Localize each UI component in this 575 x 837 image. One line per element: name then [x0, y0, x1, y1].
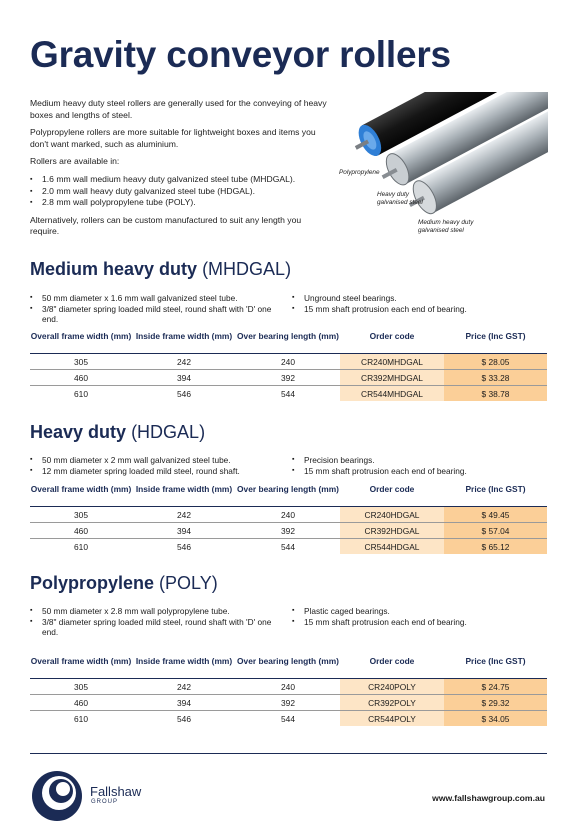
cell-width: 305 [30, 354, 132, 370]
cell-bearing: 240 [236, 507, 340, 523]
table-row [30, 507, 547, 523]
feature-item: ▪ Precision bearings. [292, 455, 552, 466]
table-row [30, 711, 547, 727]
features-left [30, 606, 280, 638]
features-heavy-duty [30, 455, 550, 477]
cell-order-code: CR392MHDGAL [340, 370, 444, 386]
cell-bearing: 392 [236, 523, 340, 539]
cell-price: $ 28.05 [444, 354, 547, 370]
cell-order-code: CR240MHDGAL [340, 354, 444, 370]
feature-item: ▪ 15 mm shaft protrusion each end of bearing. [292, 304, 552, 315]
header-inside-width: Inside frame width (mm) [135, 656, 233, 666]
feature-item: ▪ 50 mm diameter x 1.6 mm wall galvanized steel tube. [30, 293, 280, 304]
features-left [30, 455, 280, 476]
section-code: (MHDGAL) [202, 259, 292, 279]
header-bearing-length: Over bearing length (mm) [237, 656, 339, 666]
cell-width: 610 [30, 539, 132, 555]
header-overall-width: Overall frame width (mm) [30, 331, 132, 341]
cell-price: $ 29.32 [444, 695, 547, 711]
cell-width: 460 [30, 370, 132, 386]
header-price: Price (Inc GST) [465, 331, 526, 341]
caption-polypropylene: Polypropylene [339, 169, 380, 176]
header-order-code: Order code [369, 656, 415, 666]
section-title-medium-heavy-duty [30, 259, 291, 280]
table-header [30, 331, 547, 354]
cell-order-code: CR392POLY [340, 695, 444, 711]
cell-order-code: CR240POLY [340, 679, 444, 695]
section-code: (POLY) [159, 573, 218, 593]
features-medium-heavy-duty [30, 293, 550, 323]
fallshaw-logo-icon [30, 768, 85, 823]
cell-inside: 394 [132, 370, 236, 386]
intro-bullet: ▪ 1.6 mm wall medium heavy duty galvanized steel tube (MHDGAL). [30, 174, 330, 186]
header-bearing-length: Over bearing length (mm) [237, 331, 339, 341]
cell-width: 305 [30, 507, 132, 523]
feature-item: ▪ 3/8" diameter spring loaded mild steel, round shaft with 'D' one end. [30, 304, 280, 325]
cell-inside: 394 [132, 695, 236, 711]
cell-bearing: 544 [236, 711, 340, 727]
table-row [30, 523, 547, 539]
feature-item: ▪ 3/8" diameter spring loaded mild steel, round shaft with 'D' one end. [30, 617, 280, 638]
cell-price: $ 49.45 [444, 507, 547, 523]
cell-price: $ 24.75 [444, 679, 547, 695]
features-right [292, 455, 552, 476]
spec-table-polypropylene [30, 656, 547, 726]
footer-brand-sub: GROUP [91, 799, 119, 805]
cell-bearing: 544 [236, 386, 340, 402]
table-row [30, 386, 547, 402]
cell-price: $ 57.04 [444, 523, 547, 539]
feature-item: ▪ Unground steel bearings. [292, 293, 552, 304]
cell-width: 305 [30, 679, 132, 695]
cell-order-code: CR544HDGAL [340, 539, 444, 555]
table-row [30, 354, 547, 370]
cell-inside: 394 [132, 523, 236, 539]
intro-paragraph: Rollers are available in: [30, 156, 120, 167]
page-title: Gravity conveyor rollers [30, 34, 451, 75]
cell-order-code: CR240HDGAL [340, 507, 444, 523]
header-price: Price (Inc GST) [465, 656, 526, 666]
header-order-code: Order code [369, 484, 415, 494]
cell-price: $ 38.78 [444, 386, 547, 402]
cell-inside: 242 [132, 354, 236, 370]
header-order-code: Order code [369, 331, 415, 341]
cell-inside: 546 [132, 386, 236, 402]
cell-inside: 242 [132, 507, 236, 523]
cell-inside: 546 [132, 711, 236, 727]
feature-item: ▪ 12 mm diameter spring loaded mild steel, round shaft. [30, 466, 280, 477]
cell-price: $ 33.28 [444, 370, 547, 386]
table-header [30, 484, 547, 507]
feature-item: ▪ 15 mm shaft protrusion each end of bearing. [292, 466, 552, 477]
features-polypropylene [30, 606, 550, 636]
cell-bearing: 544 [236, 539, 340, 555]
cell-order-code: CR544MHDGAL [340, 386, 444, 402]
cell-price: $ 34.05 [444, 711, 547, 727]
cell-bearing: 392 [236, 695, 340, 711]
intro-paragraph: Medium heavy duty steel rollers are generally used for the conveying of heavy boxes and lengths of steel. [30, 98, 327, 120]
intro-paragraph: Polypropylene rollers are more suitable for lightweight boxes and items you don't want marked, such as aluminium. [30, 127, 316, 149]
header-bearing-length: Over bearing length (mm) [237, 484, 339, 494]
section-name: Medium heavy duty [30, 259, 198, 279]
cell-width: 610 [30, 386, 132, 402]
cell-bearing: 240 [236, 679, 340, 695]
cell-price: $ 65.12 [444, 539, 547, 555]
features-left [30, 293, 280, 325]
feature-item: ▪ 50 mm diameter x 2 mm wall galvanized steel tube. [30, 455, 280, 466]
section-title-heavy-duty [30, 422, 205, 443]
header-overall-width: Overall frame width (mm) [30, 656, 132, 666]
header-overall-width: Overall frame width (mm) [30, 484, 132, 494]
intro-bullets [30, 174, 330, 209]
header-inside-width: Inside frame width (mm) [135, 484, 233, 494]
spec-table-medium-heavy-duty [30, 331, 547, 401]
intro-bullet: ▪ 2.0 mm wall heavy duty galvanized steel tube (HDGAL). [30, 186, 330, 198]
section-name: Heavy duty [30, 422, 127, 442]
section-code: (HDGAL) [131, 422, 206, 442]
cell-width: 460 [30, 695, 132, 711]
header-price: Price (Inc GST) [465, 484, 526, 494]
footer-url[interactable]: www.fallshawgroup.com.au [432, 793, 545, 803]
feature-item: ▪ 15 mm shaft protrusion each end of bearing. [292, 617, 552, 628]
section-title-polypropylene [30, 573, 218, 594]
feature-item: ▪ 50 mm diameter x 2.8 mm wall polypropylene tube. [30, 606, 280, 617]
spec-table-heavy-duty [30, 484, 547, 554]
feature-item: ▪ Plastic caged bearings. [292, 606, 552, 617]
table-row [30, 679, 547, 695]
cell-inside: 546 [132, 539, 236, 555]
cell-order-code: CR392HDGAL [340, 523, 444, 539]
table-row [30, 539, 547, 555]
table-row [30, 370, 547, 386]
features-right [292, 293, 552, 314]
cell-order-code: CR544POLY [340, 711, 444, 727]
table-header [30, 656, 547, 679]
intro-text [30, 98, 330, 244]
table-row [30, 695, 547, 711]
cell-inside: 242 [132, 679, 236, 695]
footer-brand: Fallshaw [90, 784, 142, 799]
caption-medium-heavy-duty: Medium heavy duty galvanised steel [418, 219, 474, 234]
caption-heavy-duty: Heavy duty galvanised steel [377, 191, 423, 206]
intro-paragraph: Alternatively, rollers can be custom manufactured to suit any length you require. [30, 214, 302, 237]
cell-width: 610 [30, 711, 132, 727]
header-inside-width: Inside frame width (mm) [135, 331, 233, 341]
cell-width: 460 [30, 523, 132, 539]
section-name: Polypropylene [30, 573, 155, 593]
rollers-photo [334, 92, 548, 252]
cell-bearing: 392 [236, 370, 340, 386]
features-right [292, 606, 552, 627]
cell-bearing: 240 [236, 354, 340, 370]
intro-bullet: ▪ 2.8 mm wall polypropylene tube (POLY). [30, 197, 330, 209]
footer-divider [30, 753, 547, 754]
